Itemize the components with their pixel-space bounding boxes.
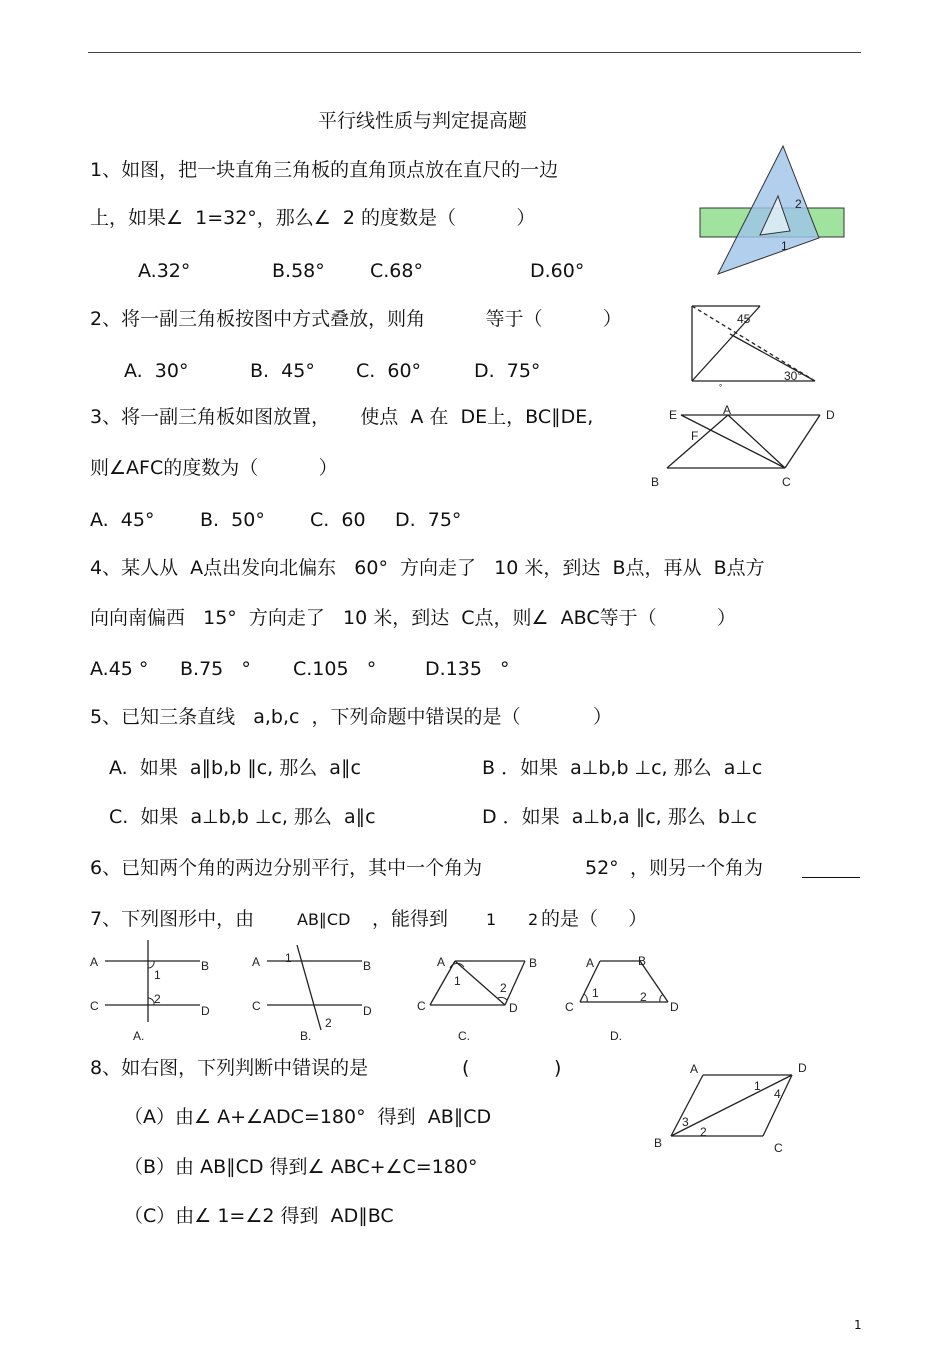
fig-label: D (826, 408, 835, 422)
fig-label: F (691, 429, 699, 443)
fig-label: C (90, 999, 99, 1013)
q7-tail: 的是（ ） (541, 908, 648, 930)
fig-label: 2 (795, 197, 802, 211)
q2-option-c: C. 60° (356, 360, 422, 382)
q1-option-a: A.32° (138, 260, 191, 282)
q4-text-line2: 向向南偏西 15° 方向走了 10 米，到达 C点，则∠ ABC等于（ ） (90, 607, 737, 629)
page-title: 平行线性质与判定提高题 (318, 110, 528, 132)
q6-answer-blank (802, 877, 860, 878)
fig-label: 3 (682, 1115, 689, 1129)
q5-option-a: A. 如果 a∥b,b ∥c, 那么 a∥c (109, 757, 361, 779)
q5-option-d: D ．如果 a⊥b,a ∥c, 那么 b⊥c (482, 806, 757, 828)
q6-text-line1: 6、已知两个角的两边分别平行，其中一个角为 (90, 857, 483, 879)
fig-caption: C. (458, 1029, 470, 1043)
fig-label: 1 (285, 951, 292, 965)
fig-caption: A. (133, 1029, 145, 1043)
fig-caption: D. (610, 1029, 622, 1043)
q7-n1: 1 (486, 910, 497, 929)
q7-figure-b (245, 940, 385, 1045)
q6-value: 52° (585, 857, 619, 879)
fig-label: A (437, 955, 446, 969)
q5-text-line1: 5、已知三条直线 a,b,c ，下列命题中错误的是（ ） (90, 706, 612, 728)
fig-label: D (509, 1001, 518, 1015)
page-number: 1 (854, 1318, 862, 1332)
fig-label: 30° (784, 369, 803, 383)
q5-option-b: B ．如果 a⊥b,b ⊥c, 那么 a⊥c (482, 757, 763, 779)
fig-label: 45 (737, 312, 751, 326)
fig-label: C (565, 1000, 574, 1014)
fig-label: B (638, 954, 647, 968)
fig-label: D (201, 1004, 210, 1018)
q2-text-line1: 2、将一副三角板按图中方式叠放，则角 等于（ ） (90, 308, 622, 330)
q7-n2: 2 (528, 910, 539, 929)
q1-option-d: D.60° (530, 260, 585, 282)
q8-text-line1: 8、如右图，下列判断中错误的是 (90, 1057, 369, 1079)
q3-text-line2: 则∠AFC的度数为（ ） (90, 457, 338, 479)
fig-label: B (654, 1136, 663, 1150)
fig-label: A (90, 955, 99, 969)
fig-label: C (782, 475, 791, 489)
q3-option-a: A. 45° (90, 509, 155, 531)
fig-label: C (774, 1141, 783, 1155)
q2-option-b: B. 45° (250, 360, 315, 382)
q1-option-c: C.68° (370, 260, 423, 282)
q5-option-c: C. 如果 a⊥b,b ⊥c, 那么 a∥c (109, 806, 376, 828)
fig-label: D (670, 1000, 679, 1014)
q4-option-b: B.75 ° (180, 658, 251, 680)
fig-label: 4 (774, 1087, 781, 1101)
q2-option-a: A. 30° (124, 360, 189, 382)
fig-label: A (690, 1062, 699, 1076)
q2-option-d: D. 75° (474, 360, 541, 382)
fig-label: D (363, 1004, 372, 1018)
q3-option-c: C. 60 (310, 509, 366, 531)
fig-label: E (669, 408, 678, 422)
q7-text-line1: 7、下列图形中，由 (90, 908, 255, 930)
q7-mid: ，能得到 (372, 908, 449, 930)
fig-label: B (529, 956, 538, 970)
q3-text-line1: 3、将一副三角板如图放置， 使点 A 在 DE上，BC∥DE, (90, 406, 594, 428)
q3-option-b: B. 50° (200, 509, 265, 531)
q2-figure (685, 300, 825, 392)
fig-label: 1 (754, 1079, 761, 1093)
fig-label: 2 (700, 1125, 707, 1139)
q4-option-d: D.135 ° (425, 658, 510, 680)
q8-option-a: （A）由∠ A+∠ADC=180° 得到 AB∥CD (124, 1106, 492, 1128)
fig-label: 1 (154, 968, 161, 982)
fig-caption: B. (300, 1029, 312, 1043)
q7-figure-c (410, 940, 550, 1045)
q8-paren: ( ) (462, 1057, 562, 1079)
q4-option-a: A.45 ° (90, 658, 149, 680)
fig-label: B (651, 475, 660, 489)
fig-label: 1 (454, 974, 461, 988)
fig-label: 1 (592, 986, 599, 1000)
fig-label: C (252, 999, 261, 1013)
q1-figure (695, 140, 850, 280)
fig-label: B (363, 959, 372, 973)
fig-label: ° (719, 383, 723, 392)
q1-text-line1: 1、如图，把一块直角三角板的直角顶点放在直尺的一边 (90, 159, 559, 181)
fig-label: 2 (500, 981, 507, 995)
fig-label: A (252, 955, 261, 969)
q8-option-b: （B）由 AB∥CD 得到∠ ABC+∠C=180° (124, 1156, 478, 1178)
fig-label: 2 (640, 990, 647, 1004)
q6-tail: ，则另一个角为 (630, 857, 764, 879)
q7-condition: AB∥CD (297, 910, 351, 929)
fig-label: 1 (781, 239, 788, 253)
fig-label: 2 (154, 992, 161, 1006)
q8-option-c: （C）由∠ 1=∠2 得到 AD∥BC (124, 1205, 394, 1227)
q4-text-line1: 4、某人从 A点出发向北偏东 60° 方向走了 10 米，到达 B点，再从 B点方 (90, 557, 765, 579)
q3-option-d: D. 75° (395, 509, 462, 531)
q1-text-line2: 上，如果∠ 1=32°，那么∠ 2 的度数是（ ） (90, 207, 536, 229)
fig-label: A (586, 956, 595, 970)
fig-label: A (723, 403, 732, 417)
fig-label: D (798, 1061, 807, 1075)
fig-label: C (417, 999, 426, 1013)
fig-label: 2 (325, 1016, 332, 1030)
q7-figure-a (85, 940, 220, 1045)
top-rule (88, 52, 861, 53)
q7-figure-d (560, 940, 690, 1045)
fig-label: B (201, 959, 210, 973)
q8-figure (648, 1058, 818, 1158)
q4-option-c: C.105 ° (293, 658, 377, 680)
q1-option-b: B.58° (272, 260, 325, 282)
q3-figure (645, 400, 845, 495)
